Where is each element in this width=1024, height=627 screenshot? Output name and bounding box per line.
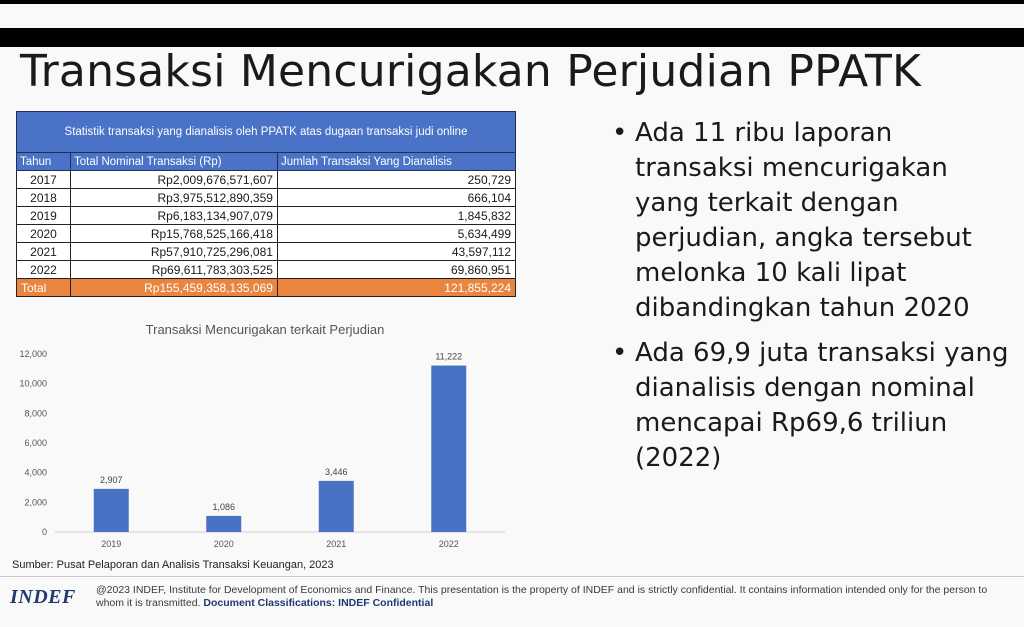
cell-nominal: Rp2,009,676,571,607 [71,171,278,189]
footer-divider [0,576,1024,577]
cell-year: 2017 [17,171,71,189]
footer-note [96,584,996,610]
table-header-count: Jumlah Transaksi Yang Dianalisis [277,153,515,171]
x-tick-label: 2019 [101,539,122,549]
bullet-item [610,336,1010,476]
table-row [17,171,516,189]
cell-count: 43,597,112 [277,243,515,261]
table-header-year: Tahun [17,153,71,171]
bullet-marker: • [612,118,628,148]
bar-2022 [431,366,466,532]
bar-2019 [94,489,129,532]
total-count: 121,855,224 [277,279,515,297]
x-tick-label: 2020 [213,539,234,549]
bullet-list [610,116,1010,486]
y-tick-label: 8,000 [24,408,47,419]
cell-year: 2022 [17,261,71,279]
cell-year: 2021 [17,243,71,261]
table-total-row [17,279,516,297]
y-tick-label: 0 [41,527,47,537]
indef-logo: INDEF [10,586,76,608]
x-tick-label: 2021 [326,539,347,549]
cell-nominal: Rp69,611,783,303,525 [71,261,278,279]
x-tick-label: 2022 [438,539,459,549]
bar-chart [0,318,520,563]
footer-text: @2023 INDEF, Institute for Development of Economics and Finance. This presentation is the property of INDEF and is strictly confidential. It contains information intended only for the person to whom it is transmitted. [96,584,988,609]
table-row [17,207,516,225]
chart-title: Transaksi Mencurigakan terkait Perjudian [145,322,385,337]
source-note: Sumber: Pusat Pelaporan dan Analisis Transaksi Keuangan, 2023 [12,559,334,571]
cell-nominal: Rp3,975,512,890,359 [71,189,278,207]
bar-2021 [319,481,354,532]
cell-year: 2020 [17,225,71,243]
statistics-table [16,111,516,297]
cell-count: 250,729 [277,171,515,189]
table-row [17,189,516,207]
cell-nominal: Rp15,768,525,166,418 [71,225,278,243]
total-nominal: Rp155,459,358,135,069 [71,279,278,297]
y-tick-label: 12,000 [19,349,47,359]
chart-bars [94,352,467,549]
cell-count: 69,860,951 [277,261,515,279]
top-black-bar [0,0,1024,4]
table-row [17,261,516,279]
table-caption: Statistik transaksi yang dianalisis oleh PPATK atas dugaan transaksi judi online [17,112,516,153]
y-tick-label: 10,000 [19,378,47,389]
table-row [17,225,516,243]
cell-count: 5,634,499 [277,225,515,243]
cell-count: 1,845,832 [277,207,515,225]
cell-nominal: Rp57,910,725,296,081 [71,243,278,261]
cell-year: 2018 [17,189,71,207]
bullet-text: Ada 69,9 juta transaksi yang dianalisis dengan nominal mencapai Rp69,6 triliun (2022) [635,338,1009,473]
total-label: Total [17,279,71,297]
cell-nominal: Rp6,183,134,907,079 [71,207,278,225]
data-label-2021: 3,446 [324,466,348,477]
cell-year: 2019 [17,207,71,225]
bullet-marker: • [612,338,628,368]
bullet-text: Ada 11 ribu laporan transaksi mencurigakan yang terkait dengan perjudian, angka tersebut melonka 10 kali lipat dibandingkan tahun 2020 [635,118,972,323]
data-label-2022: 11,222 [435,351,463,362]
table-row [17,243,516,261]
slide-title: Transaksi Mencurigakan Perjudian PPATK [20,46,922,97]
bar-2020 [206,516,241,532]
footer-classification: Document Classifications: INDEF Confidential [203,597,434,609]
y-tick-label: 4,000 [24,467,47,478]
y-tick-label: 2,000 [24,497,47,508]
cell-count: 666,104 [277,189,515,207]
data-label-2019: 2,907 [99,474,123,485]
table-header-nominal: Total Nominal Transaksi (Rp) [71,153,278,171]
bullet-item [610,116,1010,326]
data-label-2020: 1,086 [212,501,236,512]
y-tick-label: 6,000 [24,438,47,448]
